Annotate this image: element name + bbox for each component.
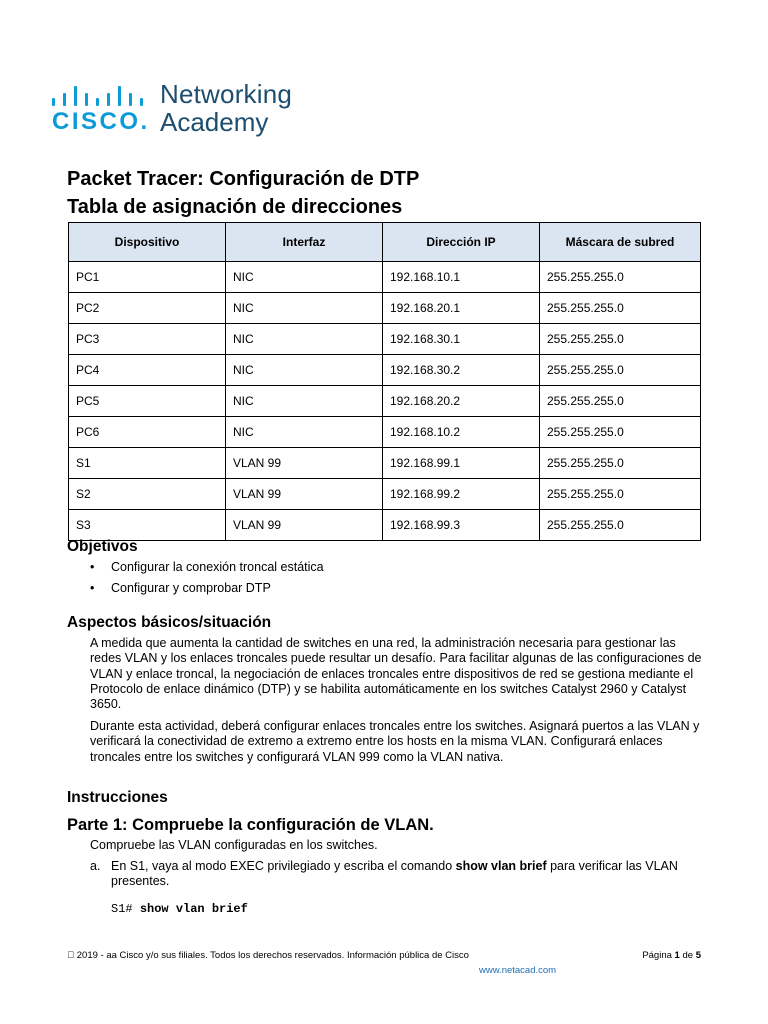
table-cell: 192.168.10.2 — [383, 417, 540, 448]
table-header: Dirección IP — [383, 223, 540, 262]
background-paragraph-2: Durante esta actividad, deberá configurar enlaces troncales entre los switches. Asignará puertos a las VLAN y verificará la conectividad de extremo a extremo entre los hosts en la misma VLAN. Configurará enlaces troncales entre los switches y configurará VLAN 999 como la VLAN nativa. — [90, 719, 700, 764]
table-row — [69, 510, 701, 541]
table-header: Dispositivo — [69, 223, 226, 262]
table-header-row — [69, 223, 701, 262]
page-number — [642, 950, 701, 961]
objectives-heading: Objetivos — [67, 538, 138, 555]
table-cell: 192.168.20.2 — [383, 386, 540, 417]
table-cell: PC3 — [69, 324, 226, 355]
table-row — [69, 355, 701, 386]
step-command: show vlan brief — [455, 859, 547, 873]
table-cell: NIC — [226, 386, 383, 417]
step-text-before: En S1, vaya al modo EXEC privilegiado y escriba el comando — [111, 859, 456, 873]
table-cell: NIC — [226, 262, 383, 293]
table-cell: 255.255.255.0 — [540, 386, 701, 417]
table-cell: PC2 — [69, 293, 226, 324]
cli-command — [111, 902, 248, 916]
table-row — [69, 324, 701, 355]
table-cell: S3 — [69, 510, 226, 541]
step-text-after: para verificar las VLAN presentes. — [111, 859, 678, 889]
table-cell: 255.255.255.0 — [540, 448, 701, 479]
table-row — [69, 293, 701, 324]
table-cell: PC5 — [69, 386, 226, 417]
table-cell: 192.168.99.2 — [383, 479, 540, 510]
page-title: Packet Tracer: Configuración de DTP — [67, 168, 420, 190]
table-cell: 192.168.30.2 — [383, 355, 540, 386]
table-cell: VLAN 99 — [226, 510, 383, 541]
table-cell: PC4 — [69, 355, 226, 386]
background-heading: Aspectos básicos/situación — [67, 614, 272, 631]
part1-heading: Parte 1: Compruebe la configuración de VLAN. — [67, 816, 434, 834]
list-item: • Configurar y comprobar DTP — [90, 578, 324, 599]
cisco-wordmark: CISCO. — [52, 108, 150, 135]
page-label: Página — [642, 950, 672, 961]
part1-intro: Compruebe las VLAN configuradas en los switches. — [90, 838, 378, 852]
addressing-table — [68, 222, 701, 541]
table-header: Interfaz — [226, 223, 383, 262]
logo-line-2: Academy — [160, 107, 269, 137]
table-header: Máscara de subred — [540, 223, 701, 262]
objectives-list — [90, 557, 324, 599]
copyright:   2019 - aa Cisco y/o sus filiales. Todos los derechos reservados. Información pública de Cisco — [67, 950, 469, 961]
table-cell: 192.168.20.1 — [383, 293, 540, 324]
table-cell: 255.255.255.0 — [540, 479, 701, 510]
page-current: 1 — [674, 950, 680, 961]
table-cell: PC6 — [69, 417, 226, 448]
step-text — [111, 859, 710, 890]
table-cell: NIC — [226, 355, 383, 386]
table-cell: 192.168.10.1 — [383, 262, 540, 293]
table-row — [69, 448, 701, 479]
table-cell: S1 — [69, 448, 226, 479]
cli-prompt: S1# — [111, 902, 133, 916]
logo-line-1: Networking — [160, 79, 293, 109]
table-row — [69, 417, 701, 448]
page-of: de — [682, 950, 694, 961]
table-cell: 192.168.30.1 — [383, 324, 540, 355]
table-row — [69, 262, 701, 293]
table-cell: VLAN 99 — [226, 479, 383, 510]
table-cell: S2 — [69, 479, 226, 510]
table-cell: 255.255.255.0 — [540, 293, 701, 324]
step-label: a. — [90, 859, 101, 873]
table-cell: NIC — [226, 293, 383, 324]
table-cell: 255.255.255.0 — [540, 417, 701, 448]
cisco-networking-academy-logo — [52, 80, 312, 140]
table-cell: 255.255.255.0 — [540, 262, 701, 293]
netacad-link[interactable]: www.netacad.com — [479, 965, 557, 976]
step-a — [90, 859, 710, 890]
cisco-bars-icon — [52, 86, 147, 106]
table-title: Tabla de asignación de direcciones — [67, 196, 403, 218]
table-cell: PC1 — [69, 262, 226, 293]
table-row — [69, 386, 701, 417]
page-total: 5 — [695, 950, 701, 961]
table-cell: 192.168.99.3 — [383, 510, 540, 541]
table-cell: 255.255.255.0 — [540, 324, 701, 355]
instructions-heading: Instrucciones — [67, 789, 168, 806]
table-row — [69, 479, 701, 510]
list-item: • Configurar la conexión troncal estática — [90, 557, 324, 578]
table-cell: NIC — [226, 324, 383, 355]
table-cell: 255.255.255.0 — [540, 510, 701, 541]
table-cell: 192.168.99.1 — [383, 448, 540, 479]
table-cell: NIC — [226, 417, 383, 448]
table-cell: VLAN 99 — [226, 448, 383, 479]
background-paragraph-1: A medida que aumenta la cantidad de switches en una red, la administración necesaria para gestionar las redes VLAN y los enlaces troncales puede resultar un desafío. Para facilitar algunas de las configuraciones de VLAN y enlace troncal, la negociación de enlaces troncales entre dispositivos de red se gestiona mediante el Protocolo de enlace dinámico (DTP) y se habilita automáticamente en los switches Catalyst 2960 y Catalyst 3650. — [90, 636, 702, 712]
table-cell: 255.255.255.0 — [540, 355, 701, 386]
cli-command-text: show vlan brief — [139, 902, 248, 916]
